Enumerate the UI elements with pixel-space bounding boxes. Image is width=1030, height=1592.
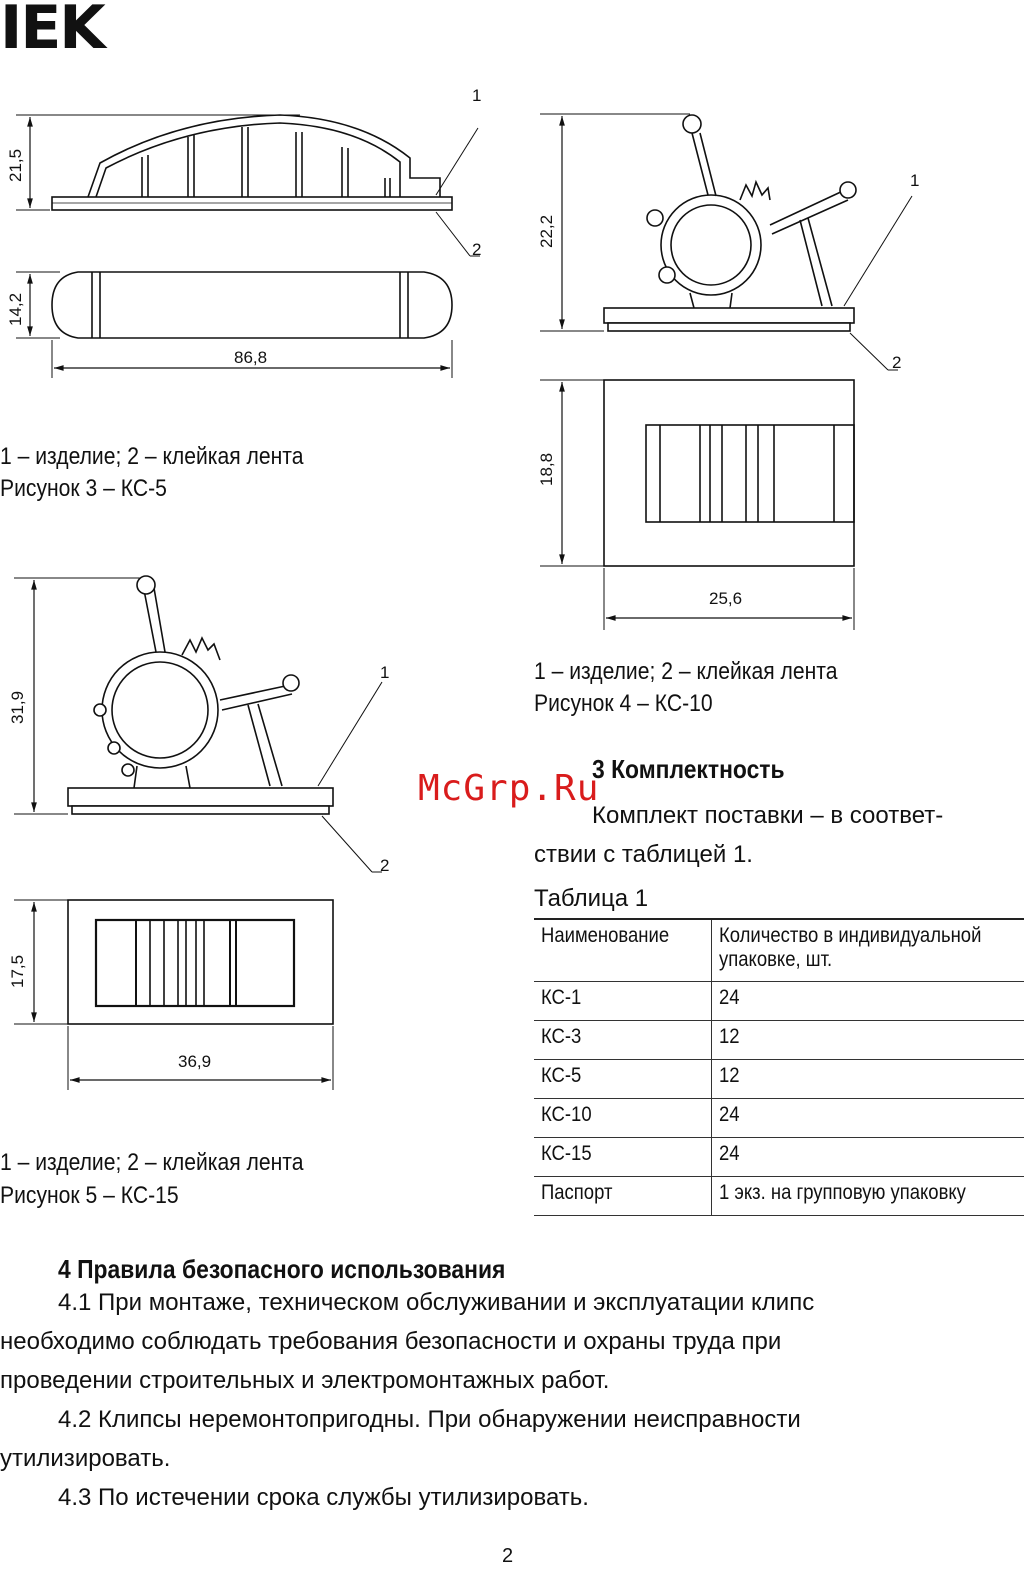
fig4-legend: 1 – изделие; 2 – клейкая лента — [534, 658, 838, 685]
table-header-qty: Количество в индивидуальной упаковке, шт. — [711, 919, 1024, 981]
fig3-caption: Рисунок 3 – КС-5 — [0, 475, 167, 502]
table-row: КС-5 12 — [534, 1059, 1024, 1098]
section4-p3-line1: 4.3 По истечении срока службы утилизировать. — [58, 1484, 589, 1511]
fig5-dim-height: 31,9 — [8, 690, 27, 724]
section4-p1-line3: проведении строительных и электромонтажных работ. — [0, 1367, 610, 1394]
watermark: McGrp.Ru — [418, 768, 600, 809]
fig4-caption: Рисунок 4 – КС-10 — [534, 690, 713, 717]
table-title: Таблица 1 — [534, 885, 649, 912]
fig3-callout-1: 1 — [472, 86, 482, 105]
fig4-dim-height: 22,2 — [537, 214, 556, 248]
delivery-table — [534, 918, 1024, 1216]
fig4-dim-depth: 18,8 — [537, 452, 556, 486]
section4-p2-line2: утилизировать. — [0, 1445, 171, 1472]
fig4-callout-1: 1 — [910, 171, 920, 190]
fig5-side-view — [14, 576, 382, 872]
section4-p1-line1: 4.1 При монтаже, техническом обслуживании и эксплуатации клипс — [58, 1289, 815, 1316]
table-header-row — [534, 919, 1024, 981]
section3-line2: ствии с таблицей 1. — [534, 841, 753, 868]
fig5-dim-width: 36,9 — [178, 1052, 212, 1071]
section3-heading: 3 Комплектность — [592, 754, 785, 784]
fig5-top-view — [14, 900, 333, 1090]
fig3-dim-width: 14,2 — [6, 292, 25, 326]
fig4-dim-width: 25,6 — [709, 589, 743, 608]
fig4-top-view — [540, 380, 854, 630]
fig5-caption: Рисунок 5 – КС-15 — [0, 1182, 179, 1209]
fig5-dim-depth: 17,5 — [8, 954, 27, 988]
section3-line1: Комплект поставки – в соответ- — [592, 802, 944, 829]
section4-body — [0, 1283, 1030, 1517]
table-row: КС-10 24 — [534, 1098, 1024, 1137]
table-row: КС-3 12 — [534, 1020, 1024, 1059]
fig3-dim-length: 86,8 — [234, 348, 268, 367]
fig3-dim-height: 21,5 — [6, 148, 25, 182]
table-row: Паспорт 1 экз. на групповую упаковку — [534, 1176, 1024, 1215]
fig5-callout-1: 1 — [380, 663, 390, 682]
fig4-callout-2: 2 — [892, 353, 902, 372]
fig4-side-view — [540, 114, 912, 370]
table-header-name: Наименование — [534, 919, 711, 981]
section4-heading: 4 Правила безопасного использования — [58, 1254, 506, 1284]
iek-logo: IEK — [0, 0, 104, 63]
fig3-side-view — [16, 115, 480, 256]
table-row: КС-15 24 — [534, 1137, 1024, 1176]
section4-p2-line1: 4.2 Клипсы неремонтопригодны. При обнаружении неисправности — [58, 1406, 801, 1433]
page-number: 2 — [502, 1545, 514, 1567]
section4-p1-line2: необходимо соблюдать требования безопасности и охраны труда при — [0, 1328, 782, 1355]
table-row: КС-1 24 — [534, 981, 1024, 1020]
fig5-legend: 1 – изделие; 2 – клейкая лента — [0, 1149, 304, 1176]
fig3-legend: 1 – изделие; 2 – клейкая лента — [0, 443, 304, 470]
fig5-callout-2: 2 — [380, 856, 390, 875]
fig3-callout-2: 2 — [472, 240, 482, 259]
